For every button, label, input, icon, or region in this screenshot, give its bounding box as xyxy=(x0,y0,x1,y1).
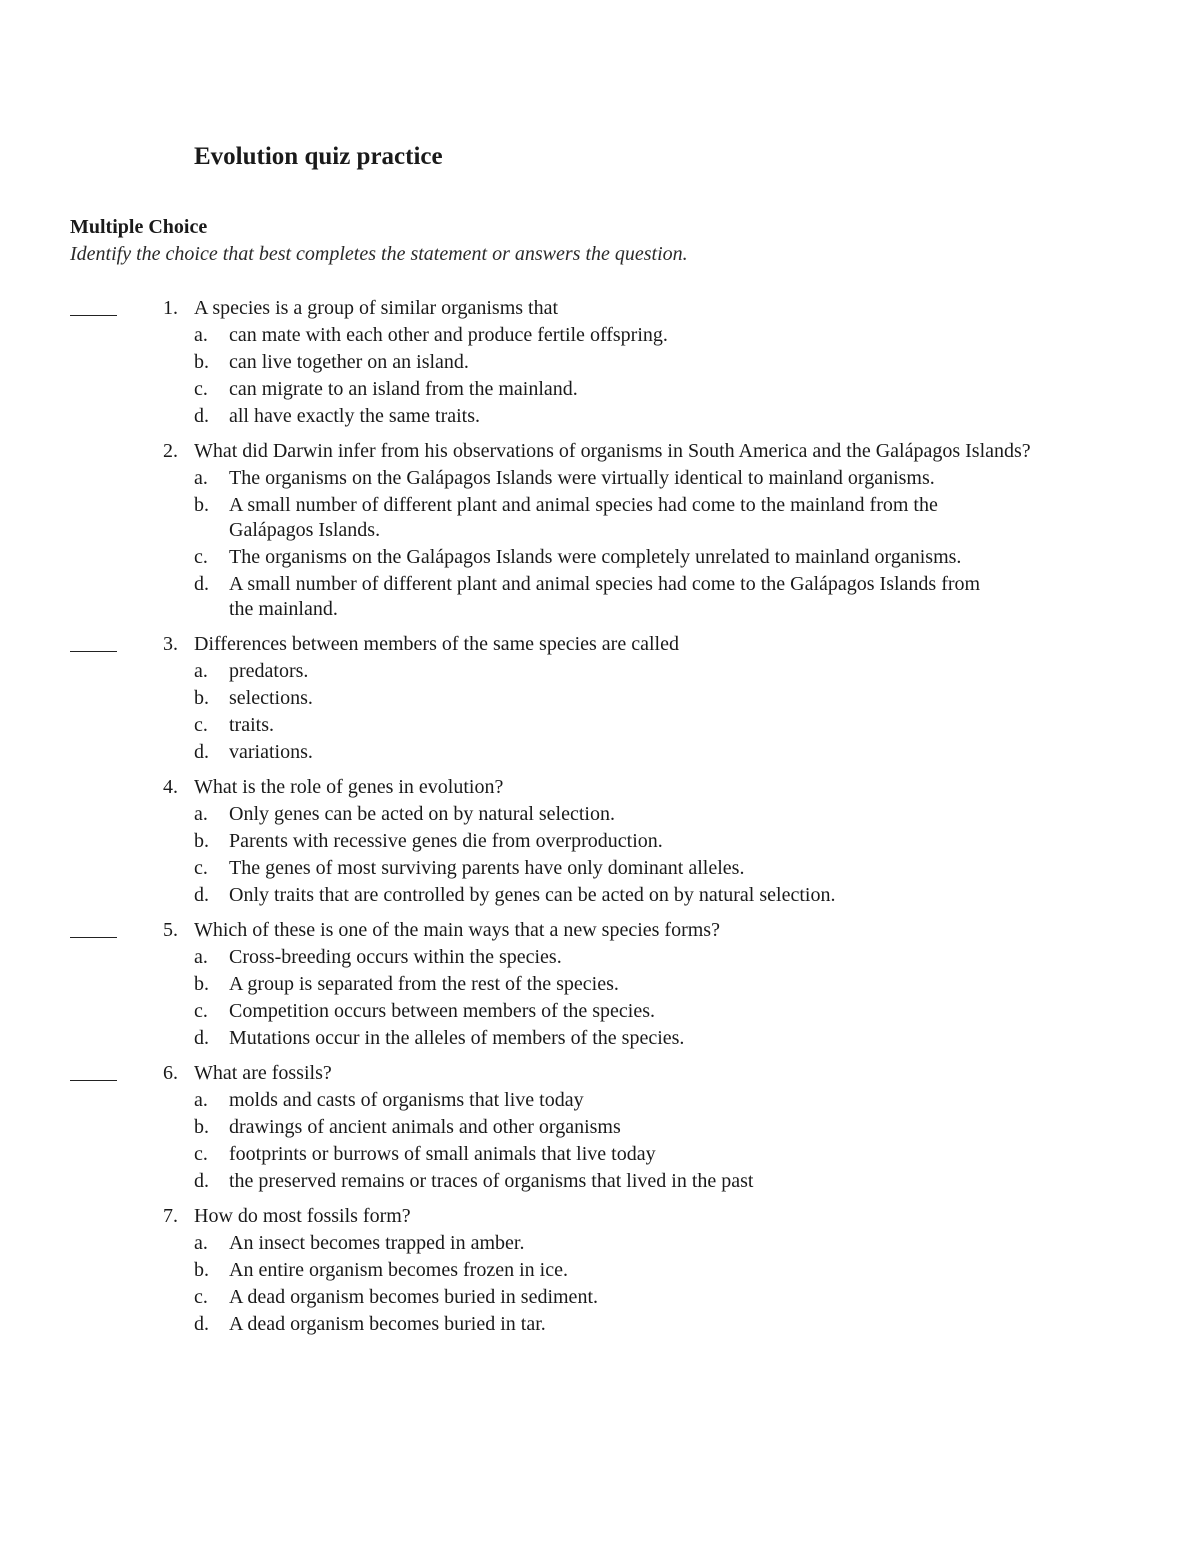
question-4-choice-4 xyxy=(0,882,1200,909)
question-list xyxy=(0,294,1200,1345)
question-6 xyxy=(0,1059,1200,1195)
choice-text: traits. xyxy=(229,714,274,736)
question-number: 2. xyxy=(163,440,178,462)
question-5-choice-4 xyxy=(0,1025,1200,1052)
choice-text: can live together on an island. xyxy=(229,351,469,373)
question-text: Differences between members of the same species are called xyxy=(194,633,679,655)
choice-letter: c. xyxy=(194,1286,208,1308)
question-3 xyxy=(0,630,1200,766)
question-2-choice-2 xyxy=(0,492,1200,544)
question-4 xyxy=(0,773,1200,909)
question-text: What is the role of genes in evolution? xyxy=(194,776,504,798)
choice-letter: b. xyxy=(194,1259,209,1281)
choice-text: A group is separated from the rest of the species. xyxy=(229,973,619,995)
question-number: 1. xyxy=(163,297,178,319)
question-2-choice-3 xyxy=(0,544,1200,571)
choice-letter: a. xyxy=(194,1089,208,1111)
question-2 xyxy=(0,437,1200,623)
choice-letter: d. xyxy=(194,405,209,427)
choice-text: The organisms on the Galápagos Islands were virtually identical to mainland organisms. xyxy=(229,467,935,489)
question-6-choice-4 xyxy=(0,1168,1200,1195)
question-row xyxy=(0,773,1200,801)
choice-list xyxy=(0,1087,1200,1195)
question-row xyxy=(0,630,1200,658)
choice-letter: c. xyxy=(194,378,208,400)
question-5-choice-1 xyxy=(0,944,1200,971)
question-text: What did Darwin infer from his observations of organisms in South America and the Galápagos Islands? xyxy=(194,440,1031,462)
choice-letter: a. xyxy=(194,660,208,682)
choice-letter: a. xyxy=(194,946,208,968)
question-number: 7. xyxy=(163,1205,178,1227)
question-row xyxy=(0,437,1200,465)
choice-text: Cross-breeding occurs within the species. xyxy=(229,946,562,968)
question-5-choice-3 xyxy=(0,998,1200,1025)
question-2-choice-4 xyxy=(0,571,1200,623)
question-7 xyxy=(0,1202,1200,1338)
choice-list xyxy=(0,465,1200,623)
question-4-choice-3 xyxy=(0,855,1200,882)
choice-text: A dead organism becomes buried in tar. xyxy=(229,1313,546,1335)
question-text: A species is a group of similar organisms that xyxy=(194,297,559,319)
choice-letter: d. xyxy=(194,741,209,763)
question-3-choice-4 xyxy=(0,739,1200,766)
question-1-choice-2 xyxy=(0,349,1200,376)
question-6-choice-2 xyxy=(0,1114,1200,1141)
choice-letter: c. xyxy=(194,714,208,736)
choice-letter: a. xyxy=(194,324,208,346)
section-heading: Multiple Choice xyxy=(70,216,208,238)
choice-letter: a. xyxy=(194,1232,208,1254)
question-row xyxy=(0,916,1200,944)
choice-letter: c. xyxy=(194,857,208,879)
choice-text: selections. xyxy=(229,687,313,709)
question-3-choice-3 xyxy=(0,712,1200,739)
question-7-choice-3 xyxy=(0,1284,1200,1311)
answer-blank[interactable] xyxy=(70,917,117,938)
choice-letter: d. xyxy=(194,573,209,595)
choice-letter: a. xyxy=(194,467,208,489)
question-row xyxy=(0,294,1200,322)
choice-text: can migrate to an island from the mainland. xyxy=(229,378,578,400)
choice-letter: b. xyxy=(194,973,209,995)
question-number: 3. xyxy=(163,633,178,655)
question-5 xyxy=(0,916,1200,1052)
question-number: 5. xyxy=(163,919,178,941)
choice-list xyxy=(0,322,1200,430)
question-number: 4. xyxy=(163,776,178,798)
choice-letter: d. xyxy=(194,1027,209,1049)
question-7-choice-4 xyxy=(0,1311,1200,1338)
question-text: Which of these is one of the main ways that a new species forms? xyxy=(194,919,720,941)
question-1-choice-4 xyxy=(0,403,1200,430)
choice-text: Competition occurs between members of the species. xyxy=(229,1000,655,1022)
choice-text: Only traits that are controlled by genes can be acted on by natural selection. xyxy=(229,884,836,906)
choice-text: A small number of different plant and animal species had come to the mainland from the Galápagos Islands. xyxy=(229,494,938,541)
question-4-choice-1 xyxy=(0,801,1200,828)
choice-letter: d. xyxy=(194,1170,209,1192)
choice-letter: c. xyxy=(194,1000,208,1022)
choice-text: An insect becomes trapped in amber. xyxy=(229,1232,525,1254)
choice-letter: d. xyxy=(194,1313,209,1335)
choice-letter: b. xyxy=(194,830,209,852)
question-3-choice-2 xyxy=(0,685,1200,712)
choice-list xyxy=(0,658,1200,766)
choice-text: molds and casts of organisms that live today xyxy=(229,1089,584,1111)
choice-text: can mate with each other and produce fertile offspring. xyxy=(229,324,668,346)
section-instructions: Identify the choice that best completes the statement or answers the question. xyxy=(70,243,688,265)
question-1-choice-1 xyxy=(0,322,1200,349)
choice-text: the preserved remains or traces of organisms that lived in the past xyxy=(229,1170,754,1192)
choice-letter: b. xyxy=(194,494,209,516)
choice-text: footprints or burrows of small animals that live today xyxy=(229,1143,656,1165)
choice-letter: c. xyxy=(194,1143,208,1165)
choice-letter: c. xyxy=(194,546,208,568)
choice-list xyxy=(0,801,1200,909)
choice-text: predators. xyxy=(229,660,309,682)
choice-letter: b. xyxy=(194,351,209,373)
answer-blank[interactable] xyxy=(70,295,117,316)
question-row xyxy=(0,1202,1200,1230)
question-text: How do most fossils form? xyxy=(194,1205,411,1227)
question-5-choice-2 xyxy=(0,971,1200,998)
choice-text: Parents with recessive genes die from overproduction. xyxy=(229,830,663,852)
choice-text: Only genes can be acted on by natural selection. xyxy=(229,803,615,825)
choice-letter: a. xyxy=(194,803,208,825)
question-number: 6. xyxy=(163,1062,178,1084)
question-text: What are fossils? xyxy=(194,1062,332,1084)
choice-text: A dead organism becomes buried in sediment. xyxy=(229,1286,598,1308)
question-2-choice-1 xyxy=(0,465,1200,492)
page-title: Evolution quiz practice xyxy=(194,143,443,170)
question-6-choice-3 xyxy=(0,1141,1200,1168)
choice-text: all have exactly the same traits. xyxy=(229,405,481,427)
choice-letter: d. xyxy=(194,884,209,906)
question-7-choice-1 xyxy=(0,1230,1200,1257)
question-1-choice-3 xyxy=(0,376,1200,403)
question-3-choice-1 xyxy=(0,658,1200,685)
question-row xyxy=(0,1059,1200,1087)
question-7-choice-2 xyxy=(0,1257,1200,1284)
choice-text: variations. xyxy=(229,741,313,763)
choice-text: A small number of different plant and animal species had come to the Galápagos Islands from the mainland. xyxy=(229,573,981,620)
question-4-choice-2 xyxy=(0,828,1200,855)
choice-list xyxy=(0,1230,1200,1338)
choice-letter: b. xyxy=(194,687,209,709)
choice-text: An entire organism becomes frozen in ice. xyxy=(229,1259,568,1281)
choice-letter: b. xyxy=(194,1116,209,1138)
answer-blank[interactable] xyxy=(70,631,117,652)
question-6-choice-1 xyxy=(0,1087,1200,1114)
choice-text: The organisms on the Galápagos Islands were completely unrelated to mainland organisms. xyxy=(229,546,962,568)
answer-blank[interactable] xyxy=(70,1060,117,1081)
choice-text: The genes of most surviving parents have only dominant alleles. xyxy=(229,857,745,879)
choice-list xyxy=(0,944,1200,1052)
question-1 xyxy=(0,294,1200,430)
choice-text: drawings of ancient animals and other organisms xyxy=(229,1116,621,1138)
choice-text: Mutations occur in the alleles of members of the species. xyxy=(229,1027,685,1049)
